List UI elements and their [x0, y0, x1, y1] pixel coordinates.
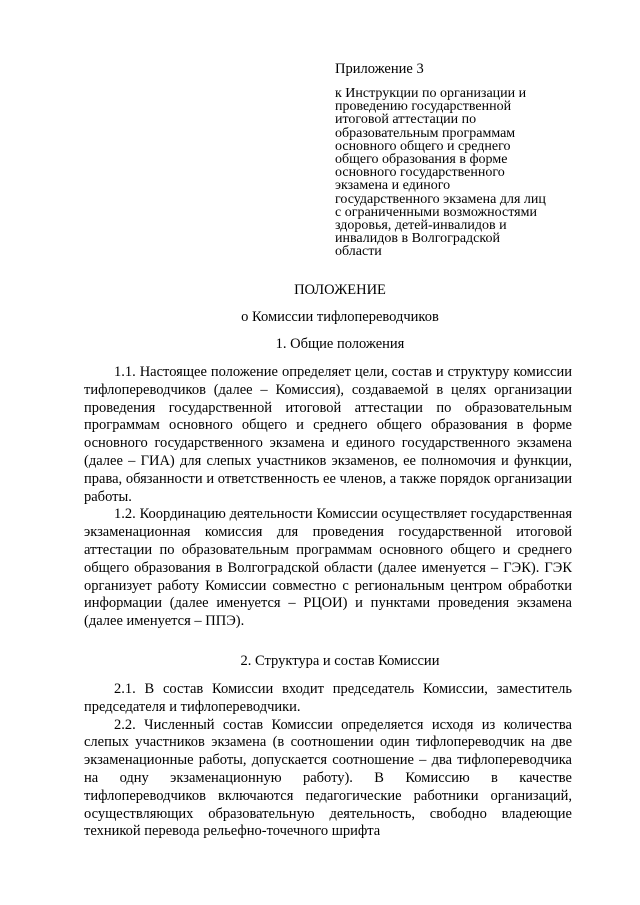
section-2-body: [84, 681, 572, 841]
appendix-block: [335, 60, 595, 259]
document-title: ПОЛОЖЕНИЕ: [294, 282, 386, 298]
section-1-title: 1. Общие положения: [275, 336, 405, 352]
appendix-title: Приложение 3: [335, 61, 424, 77]
section-1-body: [84, 364, 572, 631]
document-subtitle: о Комиссии тифлопереводчиков: [241, 309, 439, 325]
paragraph-2-2: 2.2. Численный состав Комиссии определяется исходя из количества слепых участников экзамена (в соотношении один тифлопереводчик на две экзаменационные работы, допускается соотношение – два тифлопереводчика на одну экзаменационную работу). В Комиссию в качестве тифлопереводчиков включаются педагогические работники организаций, осуществляющих образовательную деятельность, свободно владеющие техникой перевода рельефно-точечного шрифта: [84, 716, 572, 840]
appendix-text: к Инструкции по организации и проведению государственной итоговой аттестации по образовательным программам основного общего и среднего общего образования в форме основного государственного экзамена и единого государственного экзамена для лиц с ограниченными возможностями здоровья, детей-инвалидов и инвалидов в Волгоградской области: [335, 86, 546, 260]
paragraph-2-1: 2.1. В состав Комиссии входит председатель Комиссии, заместитель председателя и тифлопереводчики.: [84, 681, 572, 715]
paragraph-1-2: 1.2. Координацию деятельности Комиссии осуществляет государственная экзаменационная комиссия для проведения государственной итоговой аттестации по образовательным программам основного общего и среднего общего образования в Волгоградской области (далее именуется – ГЭК). ГЭК организует работу Комиссии совместно с региональным центром обработки информации (далее именуется – РЦОИ) и пунктами проведения экзамена (далее именуется – ППЭ).: [84, 506, 572, 630]
paragraph-1-1: 1.1. Настоящее положение определяет цели, состав и структуру комиссии тифлопереводчиков (далее – Комиссия), создаваемой в целях организации проведения государственной итоговой аттестации по образовательным программам основного общего и среднего общего образования в форме основного государственного экзамена и единого государственного экзамена (далее – ГИА) для слепых участников экзаменов, ее полномочия и функции, права, обязанности и ответственность ее членов, а также порядок организации работы.: [84, 364, 572, 505]
section-2-title: 2. Структура и состав Комиссии: [240, 653, 440, 669]
